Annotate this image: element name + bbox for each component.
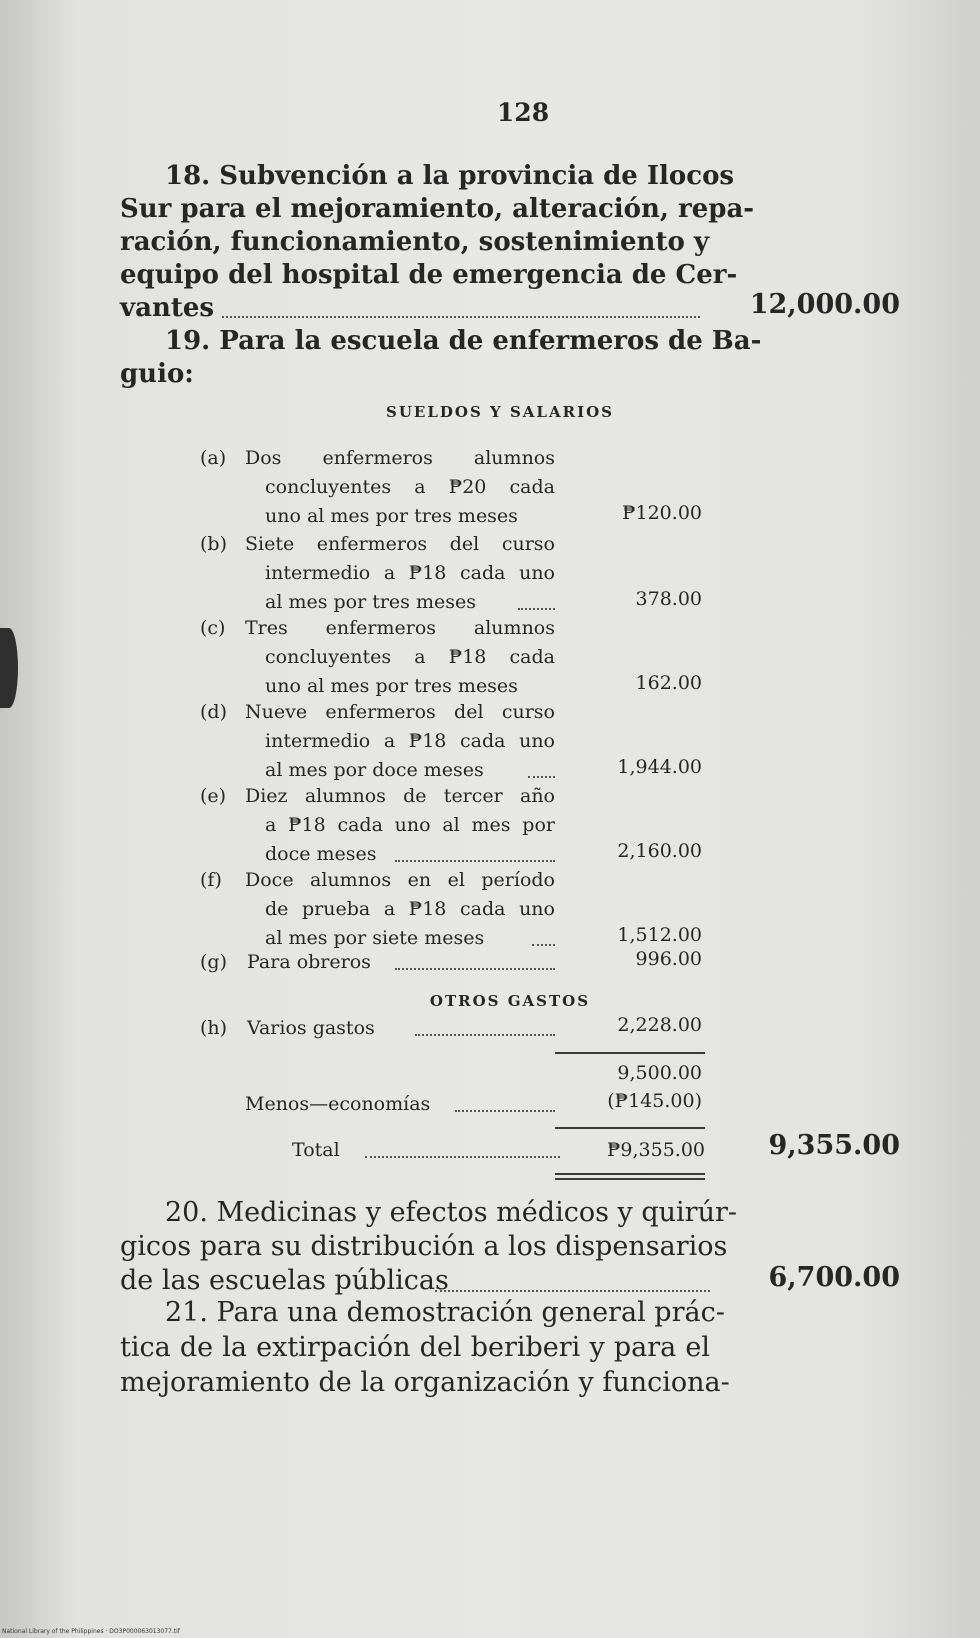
entry-c-letter: (c) xyxy=(200,617,226,639)
dot-leader xyxy=(435,1290,710,1292)
item-18-line-1: 18. Subvención a la provincia de Ilocos xyxy=(165,161,735,191)
entry-d-letter: (d) xyxy=(200,701,227,723)
dot-leader xyxy=(518,608,555,610)
entry-d-line-3: al mes por doce meses xyxy=(265,759,484,781)
scan-footer: National Library of the Philippines · DO3P000063013077.tif xyxy=(2,1628,180,1635)
dot-leader xyxy=(222,316,700,318)
dot-leader xyxy=(365,1156,560,1158)
entry-f-line-3: al mes por siete meses xyxy=(265,927,485,949)
entry-h-amount: 2,228.00 xyxy=(617,1014,702,1036)
dot-leader xyxy=(395,860,555,862)
subtotal-amount: 9,500.00 xyxy=(617,1062,702,1084)
entry-c-line-3: uno al mes por tres meses xyxy=(265,675,518,697)
item-19-amount: 9,355.00 xyxy=(768,1130,900,1161)
entry-e-line-1: Diez alumnos de tercer año xyxy=(245,785,555,807)
item-21-line-2: tica de la extirpación del beriberi y para el xyxy=(120,1332,710,1363)
entry-e-line-2: a ₱18 cada uno al mes por xyxy=(265,814,555,836)
item-21-line-3: mejoramiento de la organización y funciona- xyxy=(120,1367,730,1398)
double-rule xyxy=(555,1178,705,1180)
total-label: Total xyxy=(292,1139,340,1161)
dot-leader xyxy=(455,1110,555,1112)
entry-c-line-1: Tres enfermeros alumnos xyxy=(245,617,555,639)
entry-a-amount: ₱120.00 xyxy=(622,502,702,524)
less-label: Menos—economías xyxy=(245,1093,431,1115)
entry-f-amount: 1,512.00 xyxy=(617,924,702,946)
entry-c-line-2: concluyentes a ₱18 cada xyxy=(265,646,555,668)
item-18-line-2: Sur para el mejoramiento, alteración, repa- xyxy=(120,194,755,224)
entry-d-amount: 1,944.00 xyxy=(617,756,702,778)
entry-a-line-3: uno al mes por tres meses xyxy=(265,505,518,527)
dot-leader xyxy=(532,944,555,946)
entry-e-amount: 2,160.00 xyxy=(617,840,702,862)
double-rule xyxy=(555,1173,705,1175)
entry-b-letter: (b) xyxy=(200,533,227,555)
entry-d-line-1: Nueve enfermeros del curso xyxy=(245,701,555,723)
item-20-line-2: gicos para su distribución a los dispensarios xyxy=(120,1231,728,1262)
total-amount: ₱9,355.00 xyxy=(606,1139,705,1161)
heading-salaries: SUELDOS Y SALARIOS xyxy=(386,403,614,421)
item-18-line-5: vantes xyxy=(120,293,215,323)
item-19-line-1: 19. Para la escuela de enfermeros de Ba- xyxy=(165,326,762,356)
entry-b-line-3: al mes por tres meses xyxy=(265,591,476,613)
less-amount: (₱145.00) xyxy=(607,1090,702,1112)
entry-f-line-1: Doce alumnos en el período xyxy=(245,869,555,891)
entry-a-line-2: concluyentes a ₱20 cada xyxy=(265,476,555,498)
item-21-line-1: 21. Para una demostración general prác- xyxy=(165,1297,725,1328)
item-19-line-2: guio: xyxy=(120,359,194,389)
item-20-line-3: de las escuelas públicas xyxy=(120,1265,449,1296)
entry-h-letter: (h) xyxy=(200,1017,228,1039)
item-20-amount: 6,700.00 xyxy=(768,1262,900,1293)
page-number: 128 xyxy=(496,98,550,127)
dot-leader xyxy=(395,968,555,970)
sum-rule xyxy=(555,1127,705,1129)
entry-a-letter: (a) xyxy=(200,447,227,469)
entry-g-letter: (g) xyxy=(200,951,227,973)
entry-c-amount: 162.00 xyxy=(635,672,702,694)
dot-leader xyxy=(528,776,555,778)
scan-blot xyxy=(0,628,18,708)
item-18-line-4: equipo del hospital de emergencia de Cer- xyxy=(120,260,738,290)
sum-rule xyxy=(555,1052,705,1054)
entry-a-line-1: Dos enfermeros alumnos xyxy=(245,447,555,469)
entry-f-letter: (f) xyxy=(200,869,222,891)
entry-f-line-2: de prueba a ₱18 cada uno xyxy=(265,898,555,920)
entry-g-amount: 996.00 xyxy=(635,948,702,970)
entry-h-label: Varios gastos xyxy=(247,1017,375,1039)
entry-b-line-2: intermedio a ₱18 cada uno xyxy=(265,562,555,584)
entry-b-line-1: Siete enfermeros del curso xyxy=(245,533,555,555)
entry-e-letter: (e) xyxy=(200,785,227,807)
item-18-amount: 12,000.00 xyxy=(749,289,900,320)
item-18-line-3: ración, funcionamiento, sostenimiento y xyxy=(120,227,709,257)
entry-e-line-3: doce meses xyxy=(265,843,377,865)
heading-other-expenses: OTROS GASTOS xyxy=(429,992,591,1010)
entry-d-line-2: intermedio a ₱18 cada uno xyxy=(265,730,555,752)
entry-g-line-1: Para obreros xyxy=(247,951,371,973)
dot-leader xyxy=(415,1034,555,1036)
item-20-line-1: 20. Medicinas y efectos médicos y quirúr- xyxy=(165,1197,737,1228)
entry-b-amount: 378.00 xyxy=(635,588,702,610)
